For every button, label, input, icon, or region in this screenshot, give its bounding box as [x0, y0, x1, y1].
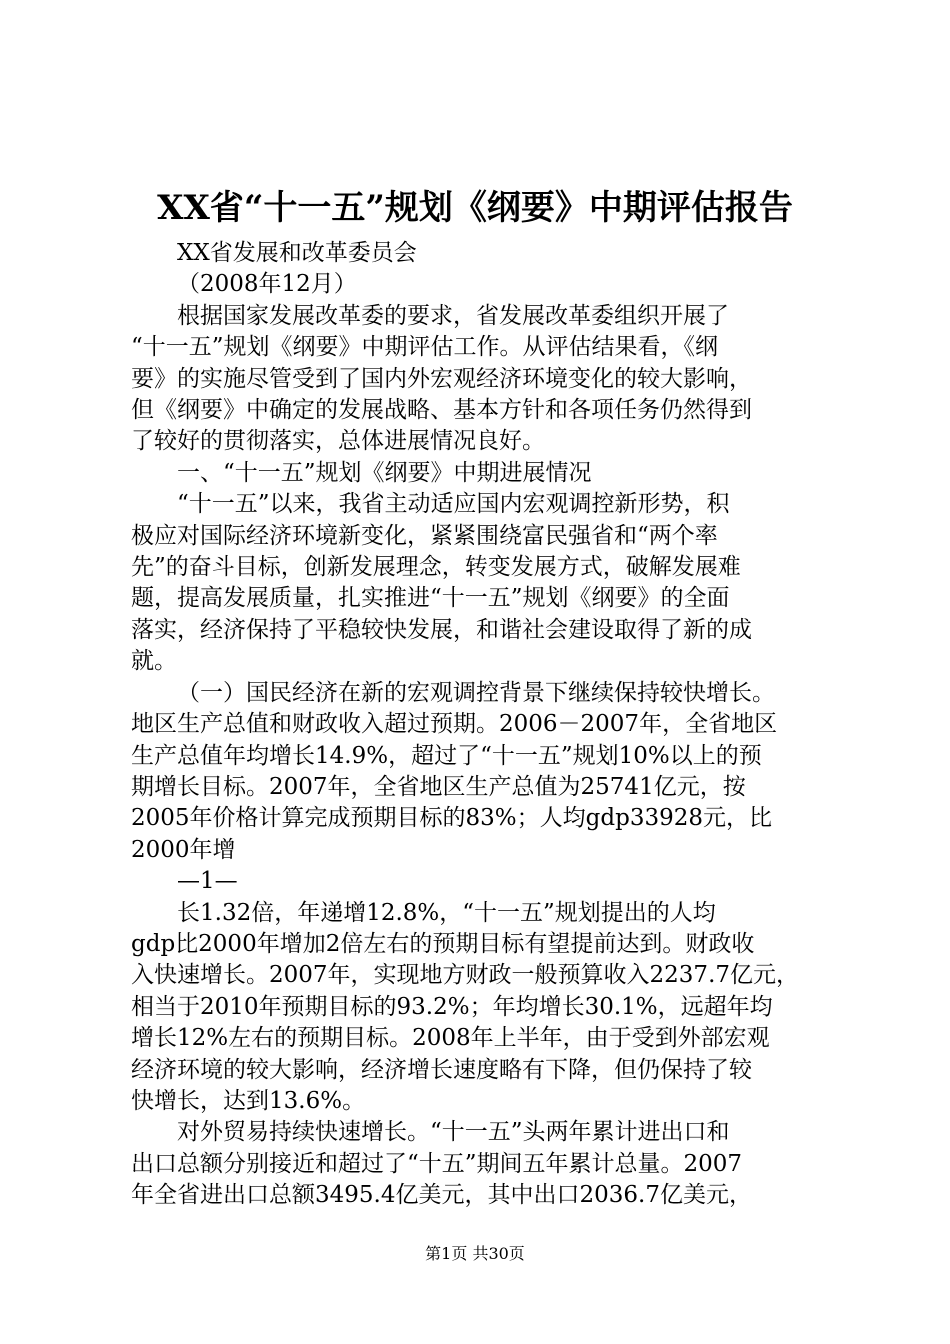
body-line: 题，提高发展质量，扎实推进“十一五”规划《纲要》的全面 [131, 585, 730, 612]
body-line: （一）国民经济在新的宏观调控背景下继续保持较快增长。 [177, 679, 775, 706]
body-line: 对外贸易持续快速增长。“十一五”头两年累计进出口和 [177, 1119, 730, 1146]
page-footer: 第1页 共30页 [425, 1244, 525, 1263]
body-line: 极应对国际经济环境新变化，紧紧围绕富民强省和“两个率 [131, 522, 718, 549]
body-line: 2000年增 [131, 836, 236, 863]
body-line: —1— [177, 868, 238, 895]
date-line: （2008年12月） [177, 271, 357, 298]
body-line: 期增长目标。2007年，全省地区生产总值为25741亿元，按 [131, 773, 746, 800]
body-line: 出口总额分别接近和超过了“十五”期间五年累计总量。2007 [131, 1150, 743, 1177]
body-line: 了较好的贯彻落实，总体进展情况良好。 [131, 428, 545, 455]
body-line: 入快速增长。2007年，实现地方财政一般预算收入2237.7亿元， [131, 962, 800, 989]
body-line: 年全省进出口总额3495.4亿美元，其中出口2036.7亿美元， [131, 1182, 752, 1209]
body-line: “十一五”规划《纲要》中期评估工作。从评估结果看，《纲 [131, 334, 719, 361]
body-line: 长1.32倍，年递增12.8%，“十一五”规划提出的人均 [177, 899, 716, 926]
body-line: 落实，经济保持了平稳较快发展，和谐社会建设取得了新的成 [131, 616, 752, 643]
body-line: 就。 [131, 648, 177, 675]
body-line: 地区生产总值和财政收入超过预期。2006－2007年，全省地区 [131, 711, 778, 738]
document-title: XX省“十一五”规划《纲要》中期评估报告 [157, 188, 793, 228]
body-line: 增长12%左右的预期目标。2008年上半年，由于受到外部宏观 [131, 1025, 770, 1052]
body-line: 根据国家发展改革委的要求，省发展改革委组织开展了 [177, 302, 729, 329]
body-line: 相当于2010年预期目标的93.2%；年均增长30.1%，远超年均 [131, 993, 773, 1020]
body-line: 2005年价格计算完成预期目标的83%；人均gdp33928元，比 [131, 805, 772, 832]
body-lines [131, 301, 843, 1212]
body-line: 生产总值年均增长14.9%，超过了“十一五”规划10%以上的预 [131, 742, 762, 769]
document-body [131, 238, 843, 1212]
body-line: 经济环境的较大影响，经济增长速度略有下降，但仍保持了较 [131, 1056, 752, 1083]
body-line: 快增长，达到13.6%。 [131, 1087, 366, 1114]
body-line: “十一五”以来，我省主动适应国内宏观调控新形势，积 [177, 491, 730, 518]
body-line: 先”的奋斗目标，创新发展理念，转变发展方式，破解发展难 [131, 554, 741, 581]
body-line: 一、“十一五”规划《纲要》中期进展情况 [177, 459, 592, 486]
issuer-line: XX省发展和改革委员会 [177, 240, 417, 266]
body-line: 要》的实施尽管受到了国内外宏观经济环境变化的较大影响， [131, 365, 752, 392]
body-line: 但《纲要》中确定的发展战略、基本方针和各项任务仍然得到 [131, 397, 752, 424]
body-line: gdp比2000年增加2倍左右的预期目标有望提前达到。财政收 [131, 930, 755, 957]
